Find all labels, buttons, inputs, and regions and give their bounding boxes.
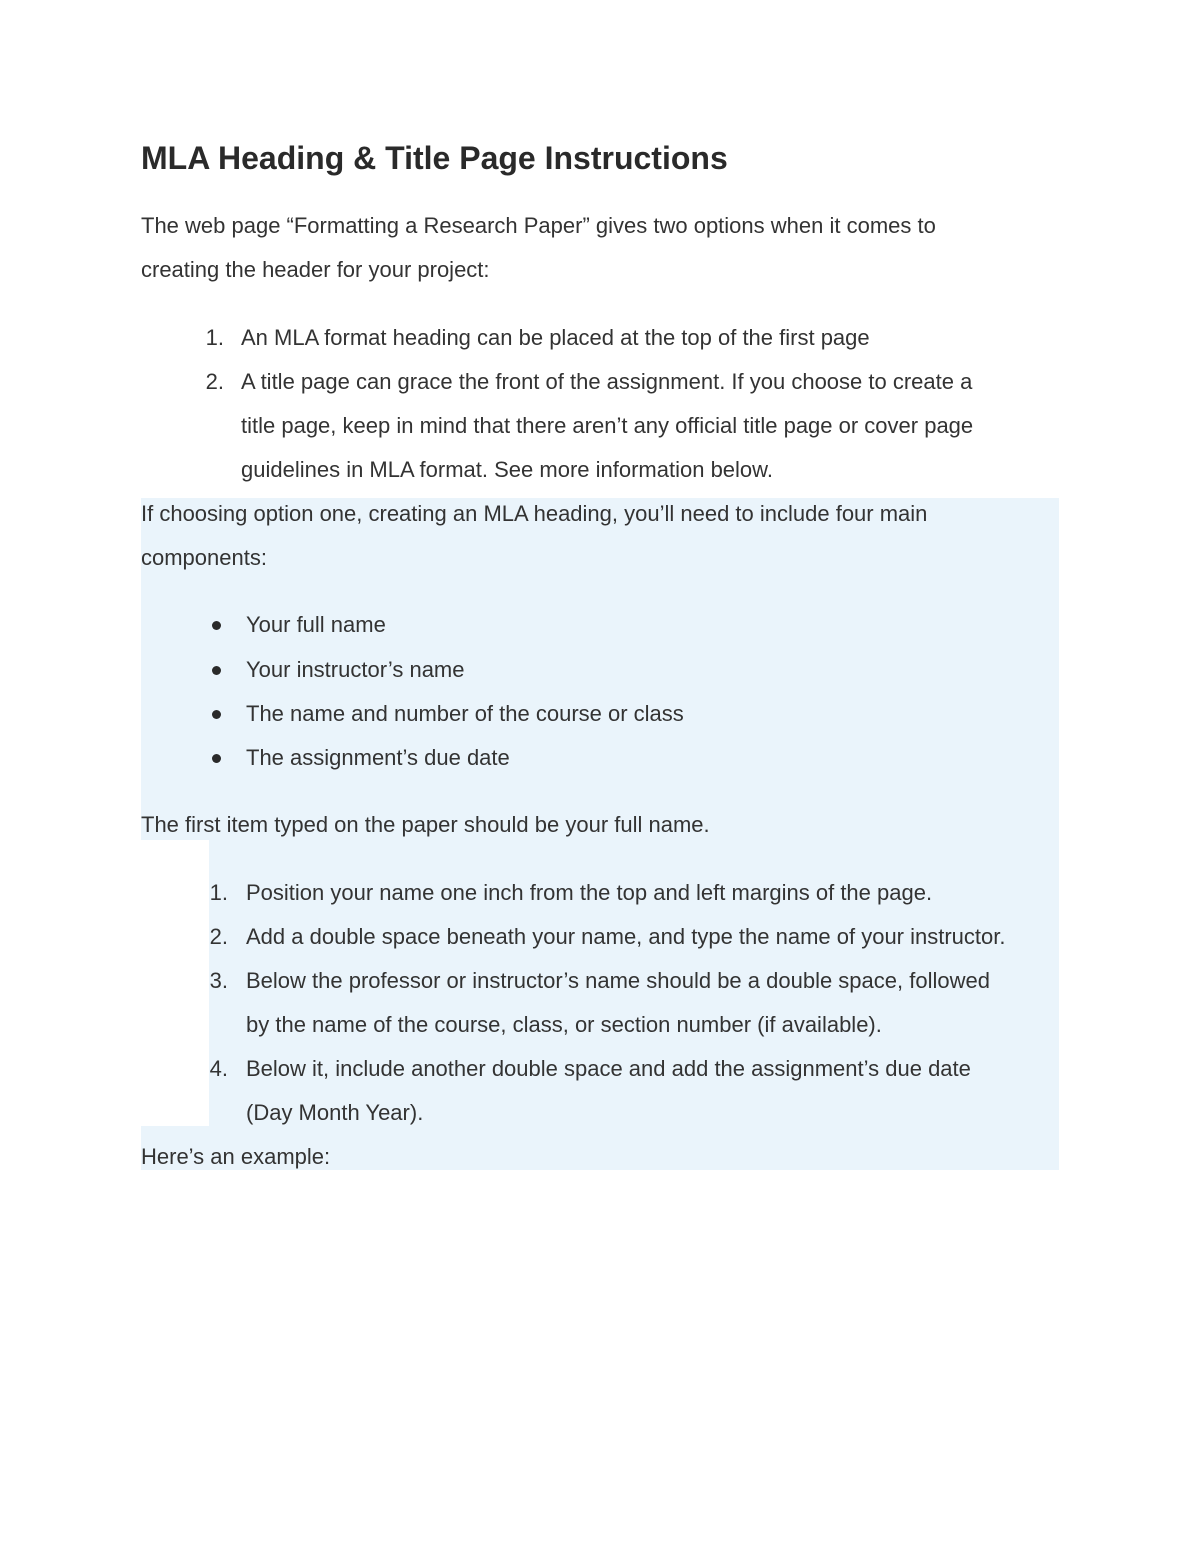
list-item-continuation: guidelines in MLA format. See more information below. <box>241 457 773 482</box>
list-marker: 2. <box>209 924 228 949</box>
list-item: Your instructor’s name <box>246 657 465 682</box>
list-item: The name and number of the course or class <box>246 701 684 726</box>
list-item-continuation: title page, keep in mind that there aren’t any official title page or cover page <box>241 413 974 438</box>
list-item: Position your name one inch from the top and left margins of the page. <box>246 880 933 905</box>
example-paragraph: Here’s an example: <box>141 1144 331 1169</box>
page-title: MLA Heading & Title Page Instructions <box>141 140 728 176</box>
list-item: Your full name <box>246 612 386 637</box>
bullet-icon <box>212 666 221 675</box>
list-item-continuation: (Day Month Year). <box>246 1100 424 1125</box>
bullet-icon <box>212 754 221 763</box>
list-item: Below it, include another double space and add the assignment’s due date <box>246 1056 971 1081</box>
bullet-icon <box>212 621 221 630</box>
list-marker: 3. <box>209 968 228 993</box>
list-item: Add a double space beneath your name, and type the name of your instructor. <box>246 924 1006 949</box>
option-one-paragraph-line-2: components: <box>141 545 267 570</box>
bullet-icon <box>212 710 221 719</box>
first-item-paragraph: The first item typed on the paper should be your full name. <box>141 812 710 837</box>
option-one-paragraph-line-1: If choosing option one, creating an MLA heading, you’ll need to include four main <box>141 501 928 526</box>
list-item: An MLA format heading can be placed at the top of the first page <box>241 325 870 350</box>
list-marker: 1. <box>205 325 224 350</box>
list-item: A title page can grace the front of the assignment. If you choose to create a <box>241 369 973 394</box>
intro-paragraph-line-1: The web page “Formatting a Research Paper” gives two options when it comes to <box>141 213 936 238</box>
list-item: Below the professor or instructor’s name should be a double space, followed <box>246 968 990 993</box>
intro-paragraph-line-2: creating the header for your project: <box>141 257 490 282</box>
list-item: The assignment’s due date <box>246 745 510 770</box>
list-item-continuation: by the name of the course, class, or section number (if available). <box>246 1012 882 1037</box>
list-marker: 2. <box>205 369 224 394</box>
list-marker: 1. <box>209 880 228 905</box>
list-marker: 4. <box>209 1056 228 1081</box>
